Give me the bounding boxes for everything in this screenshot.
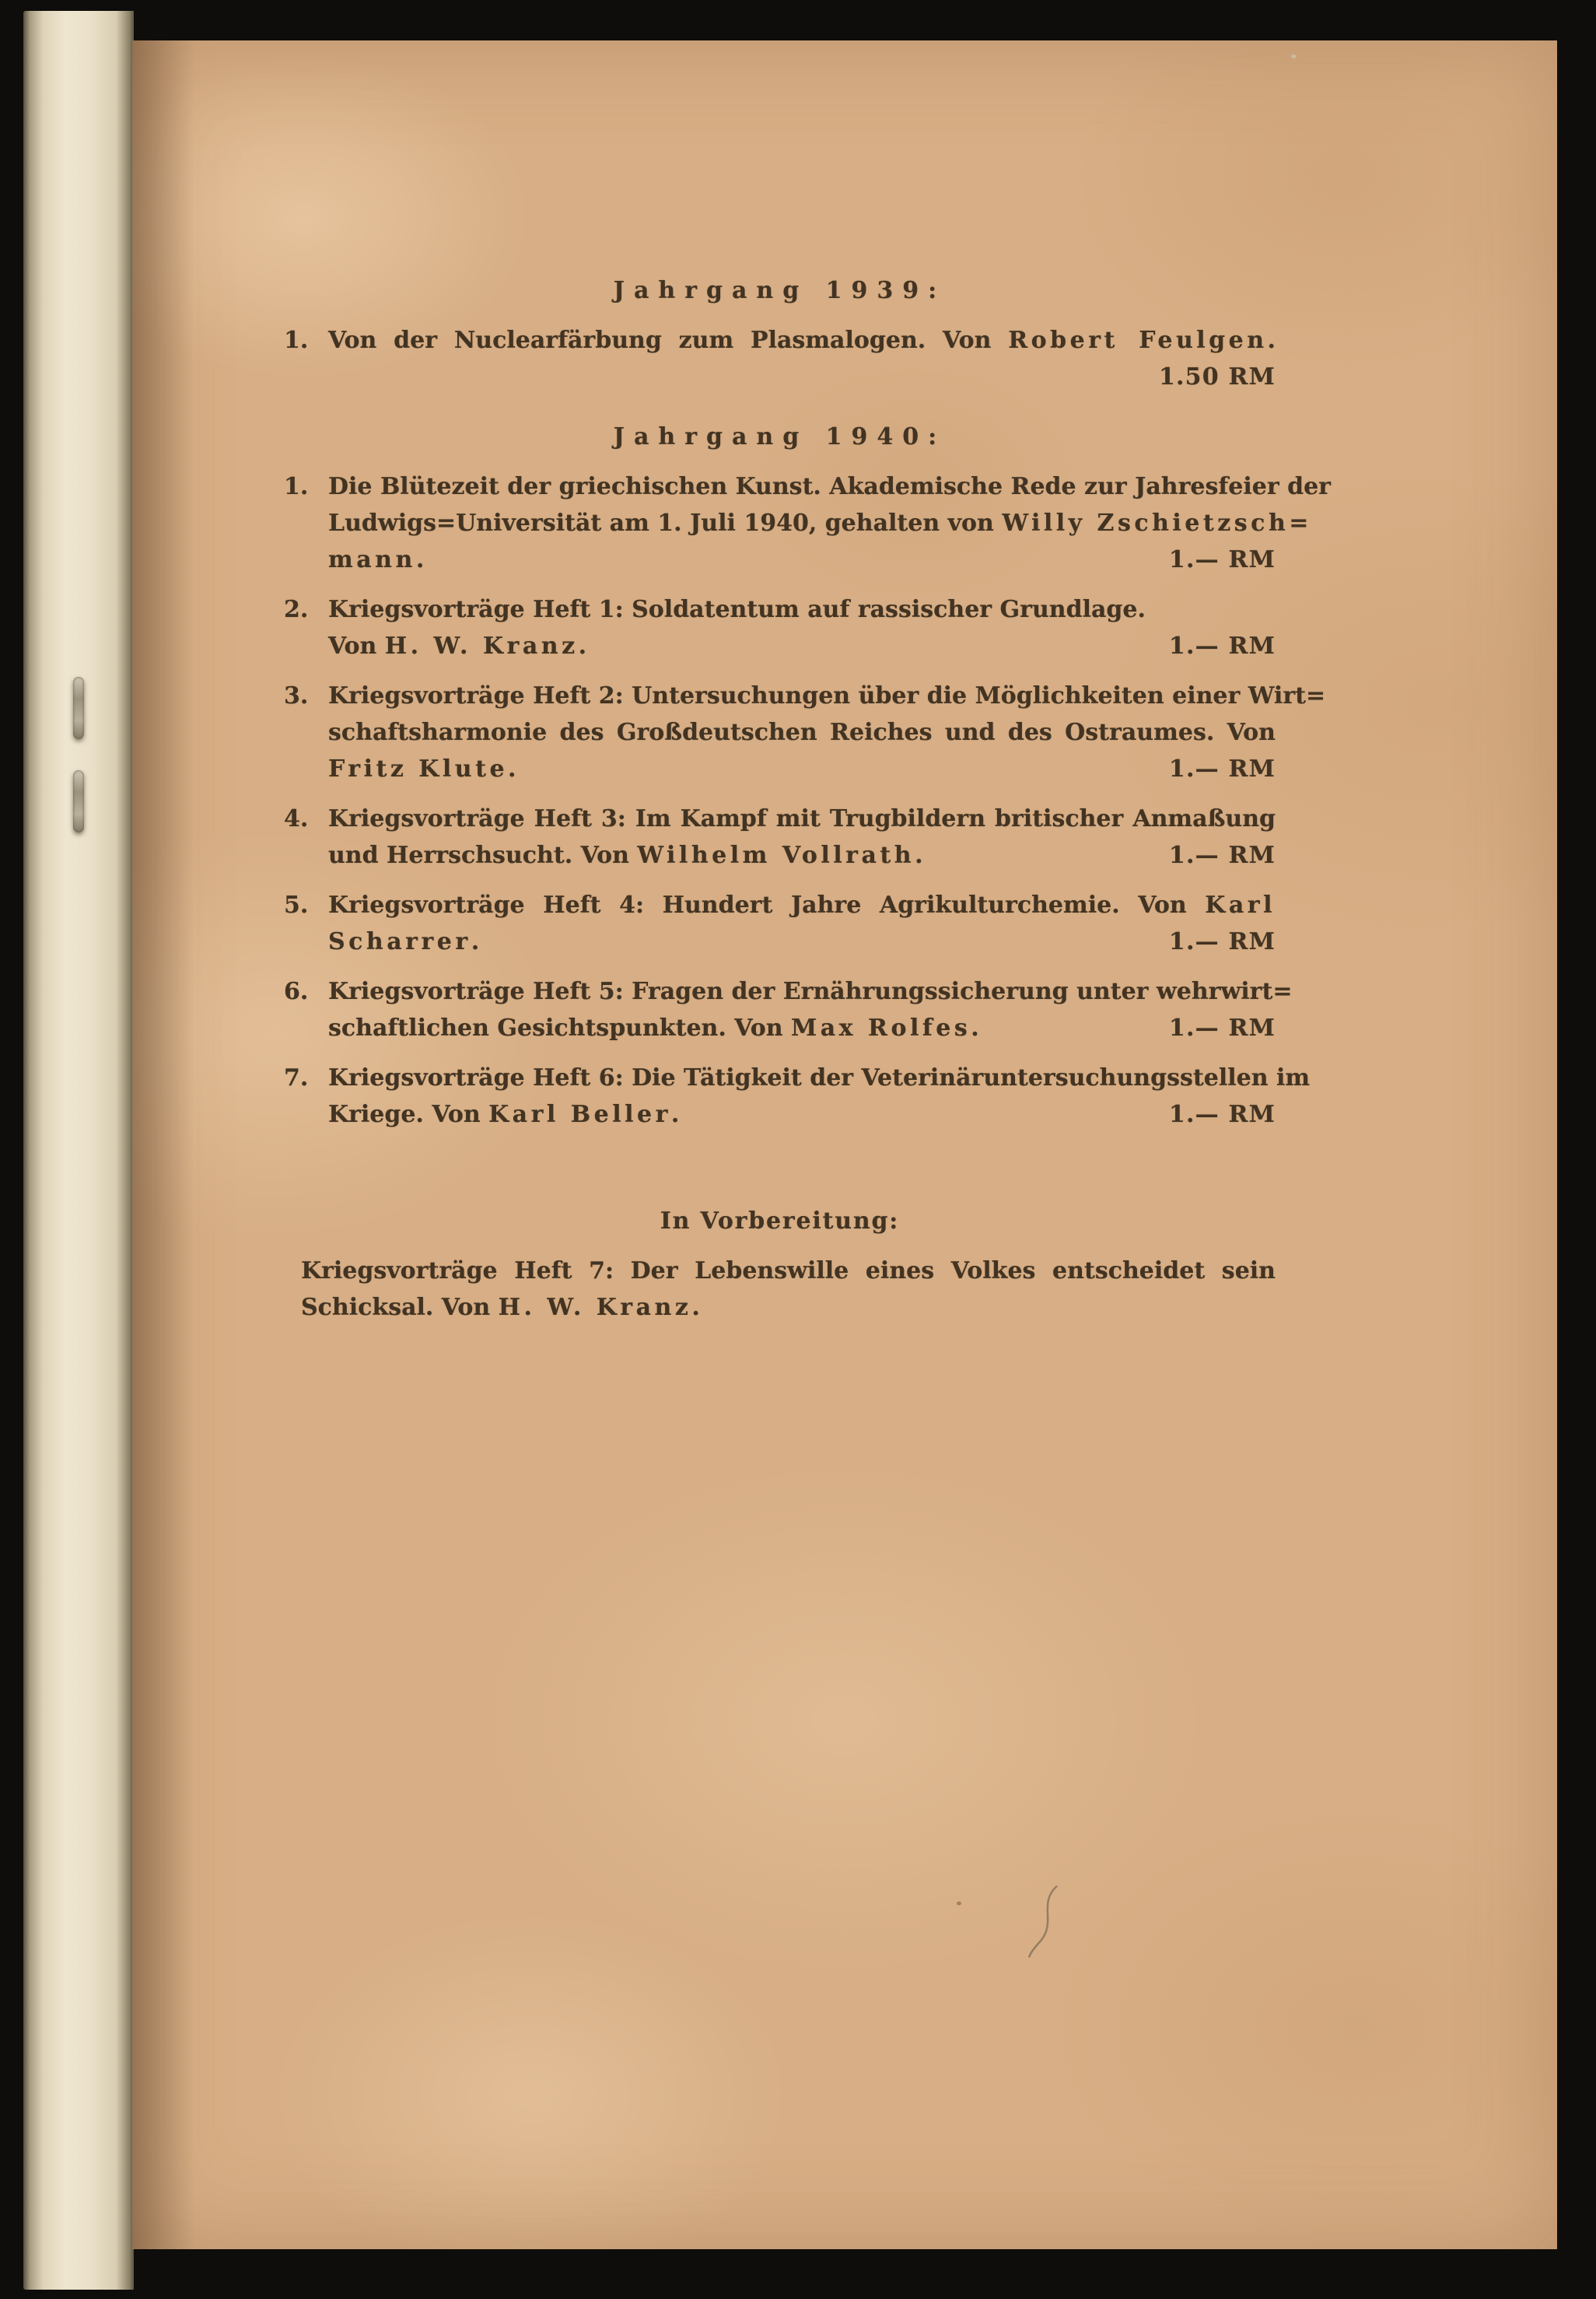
spaced-name: Karl bbox=[1205, 892, 1276, 919]
entry-last-line bbox=[328, 837, 1276, 874]
entry-line: Scharrer. bbox=[328, 928, 480, 955]
entry-number: 2. bbox=[284, 596, 309, 623]
entry-last-line bbox=[328, 923, 1276, 960]
entry-line: Die Blütezeit der griechischen Kunst. Akademische Rede zur Jahresfeier der bbox=[328, 473, 1331, 500]
entry bbox=[284, 322, 1276, 395]
entry-line: schaftlichen Gesichtspunkten. Von Max Rolfes. bbox=[328, 1015, 979, 1042]
entry-line: und Herrschsucht. Von Wilhelm Vollrath. bbox=[328, 842, 923, 869]
paper-page bbox=[132, 40, 1557, 2249]
pen-scratch bbox=[1023, 1883, 1077, 1961]
entry-line: schaftsharmonie des Großdeutschen Reiches und des Ostraumes. Von bbox=[328, 719, 1276, 746]
entry bbox=[284, 801, 1276, 874]
entry-line: Kriegsvorträge Heft 5: Fragen der Ernährungssicherung unter wehrwirt= bbox=[328, 978, 1293, 1005]
section bbox=[284, 272, 1276, 395]
scan-speck bbox=[1291, 54, 1297, 58]
entry bbox=[284, 887, 1276, 960]
ink-fleck bbox=[957, 1901, 961, 1905]
entry-line: mann. bbox=[328, 546, 425, 573]
entry-line: Von der Nuclearfärbung zum Plasmalogen. Von Robert Feulgen. bbox=[328, 327, 1276, 354]
price: 1.— RM bbox=[1168, 1015, 1276, 1042]
entry-number: 6. bbox=[284, 978, 309, 1005]
entry-line: Kriegsvorträge Heft 4: Hundert Jahre Agrikulturchemie. Von Karl bbox=[328, 892, 1276, 919]
entry-line: Schicksal. Von H. W. Kranz. bbox=[301, 1294, 700, 1321]
entry-last-line bbox=[328, 359, 1276, 395]
entry-line: Fritz Klute. bbox=[328, 755, 516, 783]
entry-last-line bbox=[328, 751, 1276, 787]
entry bbox=[284, 1060, 1311, 1133]
entry-line: Ludwigs=Universität am 1. Juli 1940, gehalten von Willy Zschietzsch= bbox=[328, 510, 1309, 537]
previous-page-edge bbox=[23, 11, 134, 2290]
entry bbox=[284, 678, 1326, 787]
entry-number: 1. bbox=[284, 473, 309, 500]
entry-last-line bbox=[328, 1010, 1276, 1046]
price: 1.— RM bbox=[1168, 1101, 1276, 1128]
section-heading: Jahrgang 1939: bbox=[613, 277, 947, 304]
entry bbox=[284, 1253, 1276, 1326]
spaced-name: Willy Zschietzsch bbox=[1002, 510, 1290, 537]
spaced-name: Max Rolfes bbox=[791, 1015, 971, 1042]
entry-line: Kriegsvorträge Heft 1: Soldatentum auf rassischer Grundlage. bbox=[328, 596, 1146, 623]
entry-last-line bbox=[328, 628, 1276, 664]
entry-line: Kriege. Von Karl Beller. bbox=[328, 1101, 680, 1128]
section-heading: Jahrgang 1940: bbox=[613, 423, 947, 450]
entry bbox=[284, 973, 1293, 1046]
entry-number: 5. bbox=[284, 892, 309, 919]
entry-number: 4. bbox=[284, 805, 309, 832]
staple bbox=[73, 770, 84, 832]
price: 1.— RM bbox=[1168, 546, 1276, 573]
section bbox=[284, 419, 1331, 1133]
price: 1.50 RM bbox=[1158, 363, 1276, 391]
staple bbox=[73, 677, 84, 739]
entry bbox=[284, 468, 1331, 578]
price: 1.— RM bbox=[1168, 842, 1276, 869]
section bbox=[284, 1203, 1276, 1326]
price: 1.— RM bbox=[1168, 755, 1276, 783]
entry-last-line bbox=[301, 1289, 1276, 1326]
entry-last-line bbox=[328, 1096, 1276, 1133]
price: 1.— RM bbox=[1168, 928, 1276, 955]
entry-last-line bbox=[328, 541, 1276, 578]
entry-number: 3. bbox=[284, 682, 309, 710]
price: 1.— RM bbox=[1168, 633, 1276, 660]
entry-number: 1. bbox=[284, 327, 309, 354]
entry-line: Kriegsvorträge Heft 6: Die Tätigkeit der Veterinäruntersuchungsstellen im bbox=[328, 1064, 1311, 1092]
spaced-name: H. W. Kranz bbox=[498, 1294, 692, 1321]
spaced-name: mann bbox=[328, 546, 416, 573]
spaced-name: H. W. Kranz bbox=[384, 633, 579, 660]
spaced-name: Karl Beller bbox=[488, 1101, 671, 1128]
spaced-name: Scharrer bbox=[328, 928, 471, 955]
entry-line: Kriegsvorträge Heft 3: Im Kampf mit Trugbildern britischer Anmaßung bbox=[328, 805, 1276, 832]
spaced-name: Wilhelm Vollrath bbox=[637, 842, 915, 869]
entry-number: 7. bbox=[284, 1064, 309, 1092]
section-heading: In Vorbereitung: bbox=[660, 1207, 900, 1235]
content-block bbox=[284, 272, 1331, 1339]
spaced-name: Fritz Klute bbox=[328, 755, 509, 783]
entry bbox=[284, 591, 1276, 664]
entry-line: Kriegsvorträge Heft 7: Der Lebenswille eines Volkes entscheidet sein bbox=[301, 1257, 1276, 1284]
entry-line: Kriegsvorträge Heft 2: Untersuchungen über die Möglichkeiten einer Wirt= bbox=[328, 682, 1326, 710]
entry-line: Von H. W. Kranz. bbox=[328, 633, 587, 660]
spaced-name: Robert Feulgen bbox=[1008, 327, 1268, 354]
